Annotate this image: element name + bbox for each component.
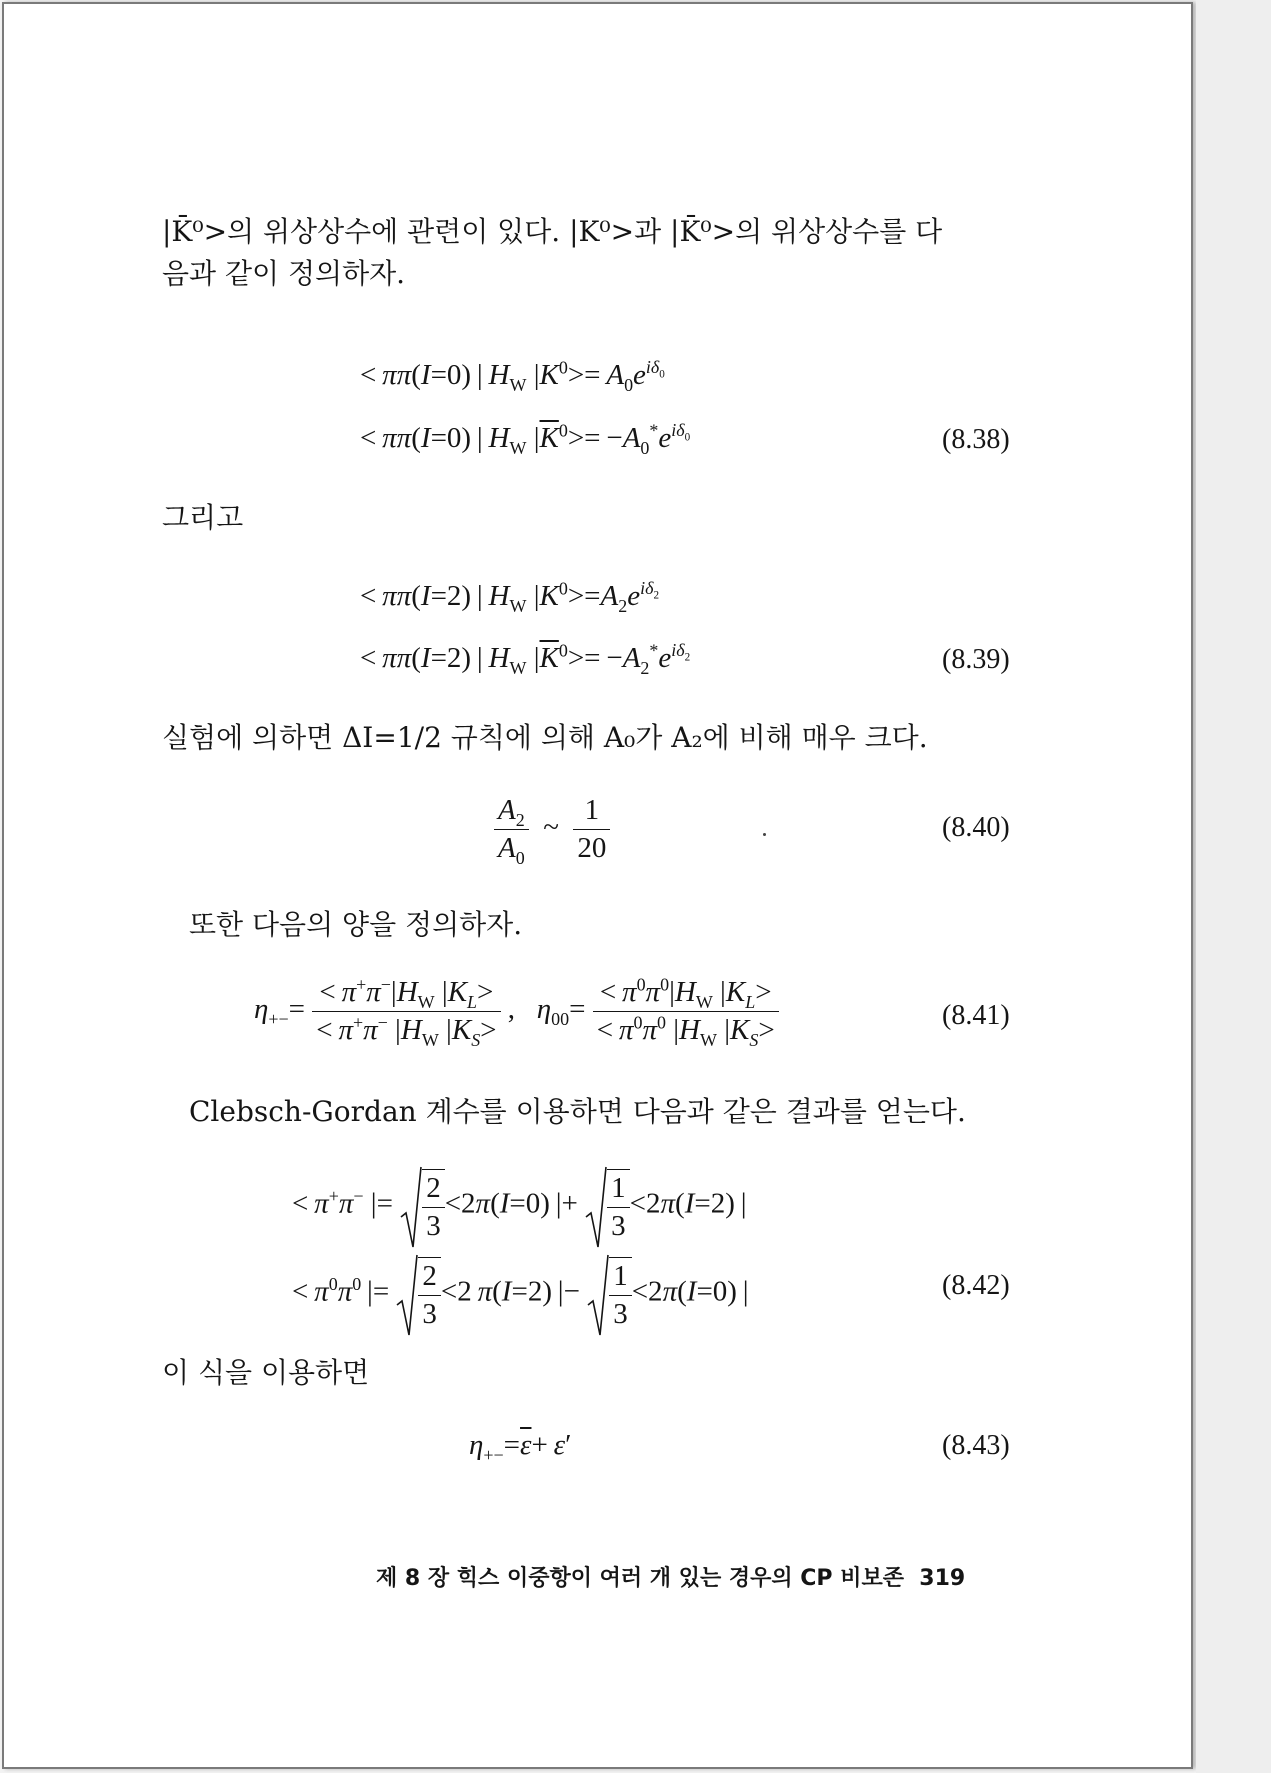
equation-8-38-line1: < ππ(I=0) | $H_W$ $|K^0>= A_0e^{i\delta_0}$ bbox=[360, 357, 665, 395]
equation-8-38-line2: < ππ(I=0) | $H_W$ $|\overline{K}^0>= -A_0^*e^{i\delta_0}$ bbox=[360, 420, 691, 458]
text: 음과 같이 정의하자. bbox=[162, 257, 406, 290]
paragraph-line bbox=[162, 252, 405, 296]
equation-number: (8.39) bbox=[942, 644, 1010, 675]
text: Clebsch-Gordan 계수를 이용하면 다음과 같은 결과를 얻는다. bbox=[189, 1095, 966, 1128]
equation-8-43: $\eta_{+-}=\overline{\varepsilon}+ \varepsilon'$ bbox=[469, 1429, 572, 1465]
equation-8-40: $\frac{A_2}{A_0}$ ~ $\frac{1}{20}$ bbox=[494, 794, 610, 865]
equation-8-39-line1: < ππ(I=2) | $H_W$ $|K^0>=A_2e^{i\delta_2}$ bbox=[360, 578, 660, 616]
equation-number: (8.41) bbox=[942, 1000, 1010, 1031]
equation-number: (8.40) bbox=[942, 812, 1010, 843]
running-footer bbox=[376, 1561, 965, 1592]
equation-number: (8.43) bbox=[942, 1430, 1010, 1461]
speck bbox=[763, 833, 766, 836]
page-number: 319 bbox=[919, 1566, 966, 1591]
book-page bbox=[2, 2, 1193, 1769]
equation-8-39-line2: < ππ(I=2) | $H_W$ $|\overline{K}^0>= -A_2^*e^{i\delta_2}$ bbox=[360, 640, 691, 678]
paragraph-line bbox=[162, 1351, 369, 1395]
paragraph-line bbox=[189, 1090, 966, 1134]
text: 실험에 의하면 ΔI=1/2 규칙에 의해 A₀가 A₂에 비해 매우 크다. bbox=[162, 721, 928, 754]
text: 또한 다음의 양을 정의하자. bbox=[189, 908, 523, 941]
equation-number: (8.42) bbox=[942, 1270, 1010, 1301]
text: |K̄⁰>의 위상상수에 관련이 있다. |K⁰>과 |K̄⁰>의 위상상수를 다 bbox=[162, 215, 943, 248]
paragraph-line bbox=[162, 716, 928, 760]
equation-8-41: $\eta_{+-}=$ $\frac{< \pi^+\pi^-|H_W |K_L>}{< \pi^+\pi^- |H_W |K_S>}$ , $\eta_{00}=$ $\frac{< \pi^0\pi^0|H_W |K_L>}{< \pi^0\pi^0 |H_W |K_S>}$ bbox=[254, 976, 779, 1047]
text: 이 식을 이용하면 bbox=[162, 1356, 370, 1389]
paragraph-line bbox=[189, 903, 522, 947]
equation-number: (8.38) bbox=[942, 424, 1010, 455]
viewer-background bbox=[1196, 0, 1271, 1773]
equation-8-42-line2: < $\pi^0\pi^0$ |= $\frac{2}{3}$ <2 π(I=2) |− $\frac{1}{3}$ <2π(I=0) | bbox=[292, 1257, 749, 1331]
chapter-title: 제 8 장 힉스 이중항이 여러 개 있는 경우의 CP 비보존 bbox=[376, 1566, 904, 1591]
text: 그리고 bbox=[162, 501, 244, 534]
paragraph-line bbox=[162, 496, 243, 540]
equation-8-42-line1: < π+π− |= $\frac{2}{3}$ <2π(I=0) |+ $\frac{1}{3}$ <2π(I=2) | bbox=[292, 1169, 747, 1243]
paragraph-line bbox=[162, 210, 942, 254]
